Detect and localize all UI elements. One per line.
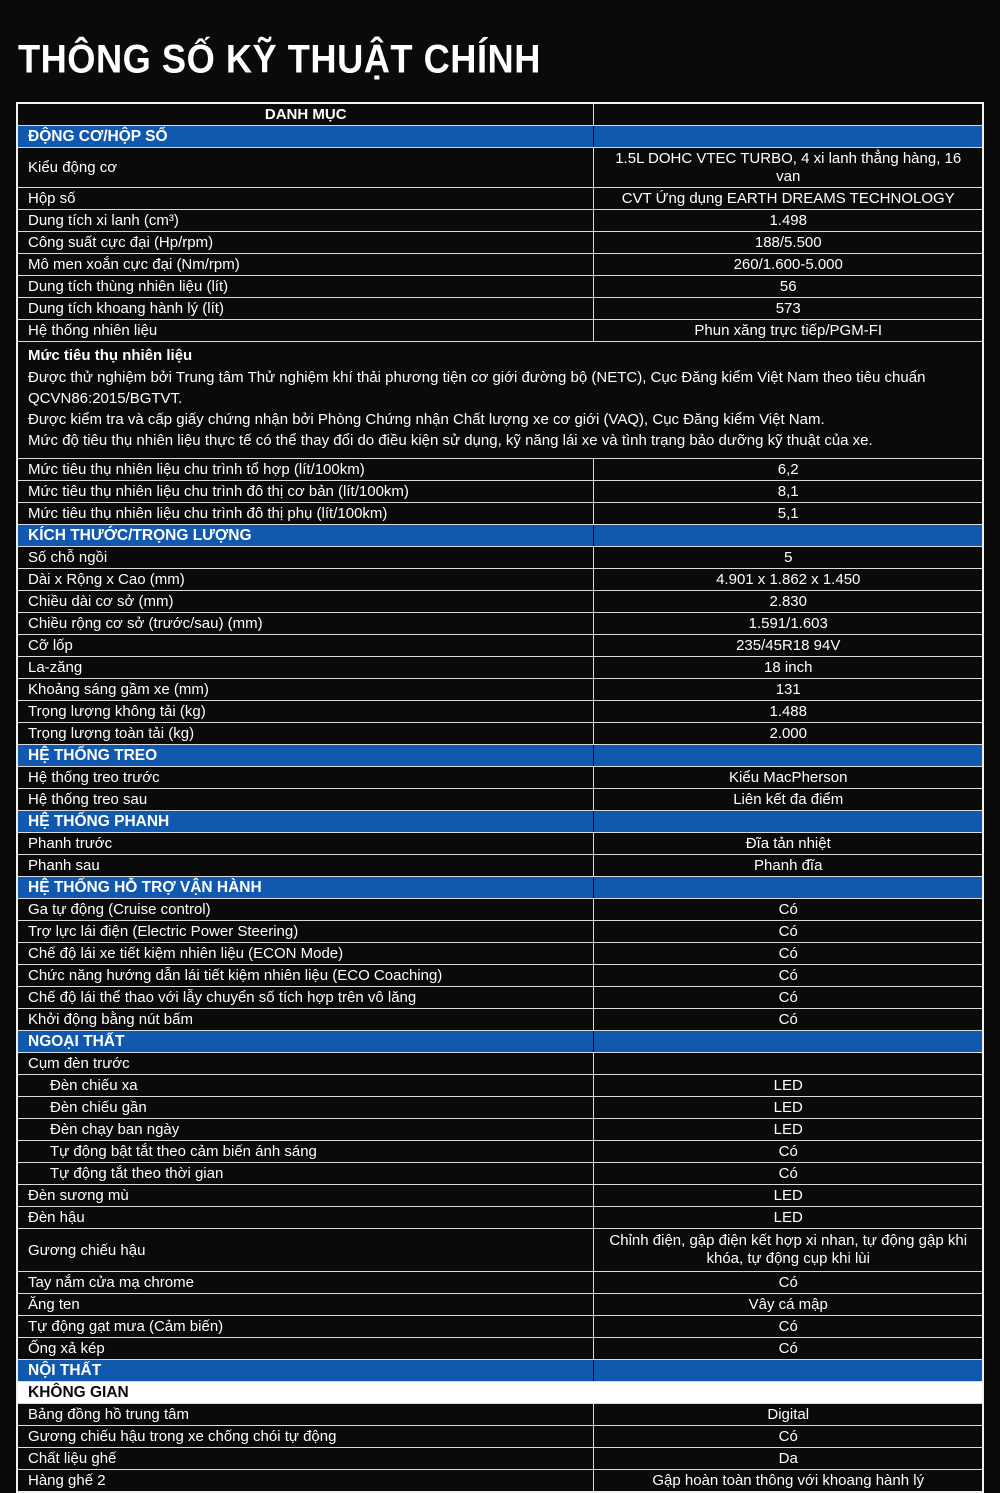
spec-row xyxy=(18,679,982,701)
spec-row xyxy=(18,701,982,723)
spec-label: Tự động tắt theo thời gian xyxy=(18,1163,594,1184)
spec-value: Có xyxy=(778,1340,798,1357)
spec-value: 8,1 xyxy=(777,483,799,500)
spec-label: Tự động bật tắt theo cảm biến ánh sáng xyxy=(18,1141,594,1162)
spec-label: Ống xả kép xyxy=(18,1338,594,1359)
spec-label: Chất liệu ghế xyxy=(18,1448,594,1469)
spec-row xyxy=(18,1163,982,1185)
spec-row xyxy=(18,148,982,188)
section-header-row xyxy=(18,1031,982,1053)
spec-value: CVT Ứng dụng EARTH DREAMS TECHNOLOGY xyxy=(621,190,955,207)
spec-value: Có xyxy=(778,1274,798,1291)
spec-row xyxy=(18,657,982,679)
spec-value: Có xyxy=(778,923,798,940)
spec-value: 2.830 xyxy=(769,593,807,610)
spec-label: Trọng lượng toàn tải (kg) xyxy=(18,723,594,744)
spec-row xyxy=(18,210,982,232)
spec-row xyxy=(18,298,982,320)
spec-row xyxy=(18,767,982,789)
spec-row xyxy=(18,569,982,591)
spec-label: Mức tiêu thụ nhiên liệu chu trình đô thị phụ (lít/100km) xyxy=(18,503,594,524)
note-line: QCVN86:2015/BGTVT. xyxy=(28,390,183,407)
spec-value: 131 xyxy=(775,681,801,698)
spec-label: Gương chiếu hậu trong xe chống chói tự động xyxy=(18,1426,594,1447)
spec-value: 188/5.500 xyxy=(754,234,822,251)
spec-label: Dài x Rộng x Cao (mm) xyxy=(18,569,594,590)
spec-row xyxy=(18,855,982,877)
spec-label: Dung tích xi lanh (cm³) xyxy=(18,210,594,231)
spec-row xyxy=(18,1404,982,1426)
spec-value xyxy=(594,1053,982,1074)
spec-row xyxy=(18,1229,982,1272)
spec-value: Có xyxy=(778,989,798,1006)
spec-value: 1.498 xyxy=(769,212,807,229)
section-header-row xyxy=(18,811,982,833)
spec-row xyxy=(18,1009,982,1031)
spec-label: Tự động gạt mưa (Cảm biến) xyxy=(18,1316,594,1337)
spec-label: La-zăng xyxy=(18,657,594,678)
spec-row xyxy=(18,1338,982,1360)
spec-value: Kiểu MacPherson xyxy=(729,769,848,786)
spec-value: 56 xyxy=(779,278,797,295)
spec-label: Đèn hậu xyxy=(18,1207,594,1228)
spec-value: Gập hoàn toàn thông với khoang hành lý xyxy=(652,1472,925,1489)
spec-label: Gương chiếu hậu xyxy=(18,1229,594,1271)
spec-label: Ăng ten xyxy=(18,1294,594,1315)
spec-label: Trọng lượng không tải (kg) xyxy=(18,701,594,722)
spec-row xyxy=(18,635,982,657)
section-header-label: NỘI THẤT xyxy=(18,1360,594,1381)
spec-value: Vây cá mập xyxy=(748,1296,828,1313)
spec-label: Đèn chạy ban ngày xyxy=(18,1119,594,1140)
spec-row xyxy=(18,943,982,965)
spec-label: Đèn chiếu gần xyxy=(18,1097,594,1118)
spec-value: 573 xyxy=(775,300,801,317)
spec-row xyxy=(18,613,982,635)
spec-label: Đèn sương mù xyxy=(18,1185,594,1206)
spec-label: Khoảng sáng gầm xe (mm) xyxy=(18,679,594,700)
spec-value: 1.5L DOHC VTEC TURBO, 4 xi lanh thẳng hàng, 16 van xyxy=(615,150,962,185)
spec-label: Bảng đồng hồ trung tâm xyxy=(18,1404,594,1425)
spec-value: LED xyxy=(773,1099,803,1116)
spec-row xyxy=(18,723,982,745)
section-header-row xyxy=(18,745,982,767)
spec-value: Da xyxy=(778,1450,798,1467)
spec-row xyxy=(18,547,982,569)
spec-label: Mô men xoắn cực đại (Nm/rpm) xyxy=(18,254,594,275)
spec-label: Cụm đèn trước xyxy=(18,1053,594,1074)
spec-label: Số chỗ ngồi xyxy=(18,547,594,568)
spec-row xyxy=(18,276,982,298)
spec-value: 18 inch xyxy=(764,659,813,676)
spec-row xyxy=(18,1272,982,1294)
page-title: THÔNG SỐ KỸ THUẬT CHÍNH xyxy=(17,36,541,82)
spec-row xyxy=(18,481,982,503)
section-header-value-cell xyxy=(594,745,982,766)
spec-label: Hệ thống treo trước xyxy=(18,767,594,788)
spec-row xyxy=(18,965,982,987)
spec-value: LED xyxy=(773,1077,803,1094)
spec-label: Cỡ lốp xyxy=(18,635,594,656)
spec-label: Trợ lực lái điện (Electric Power Steering) xyxy=(18,921,594,942)
spec-label: Chức năng hướng dẫn lái tiết kiệm nhiên liệu (ECO Coaching) xyxy=(18,965,594,986)
spec-row xyxy=(18,1053,982,1075)
spec-value: 2.000 xyxy=(769,725,807,742)
spec-label: Chiều dài cơ sở (mm) xyxy=(18,591,594,612)
section-header-row xyxy=(18,877,982,899)
column-header-value xyxy=(594,104,982,125)
spec-table xyxy=(16,102,984,1493)
spec-label: Dung tích khoang hành lý (lít) xyxy=(18,298,594,319)
spec-label: Phanh sau xyxy=(18,855,594,876)
spec-row xyxy=(18,591,982,613)
spec-row xyxy=(18,987,982,1009)
spec-label: Hệ thống nhiên liệu xyxy=(18,320,594,341)
spec-value: Digital xyxy=(767,1406,810,1423)
spec-value: Chỉnh điện, gập điện kết hợp xi nhan, tự động gập khi khóa, tự động cụp khi lùi xyxy=(609,1232,968,1267)
spec-row xyxy=(18,1207,982,1229)
spec-row xyxy=(18,503,982,525)
spec-label: Phanh trước xyxy=(18,833,594,854)
section-header-label: KÍCH THƯỚC/TRỌNG LƯỢNG xyxy=(18,525,594,546)
spec-value: 5,1 xyxy=(777,505,799,522)
column-header-category: DANH MỤC xyxy=(18,104,594,125)
spec-row xyxy=(18,1097,982,1119)
spec-row xyxy=(18,1316,982,1338)
spec-label: Chế độ lái xe tiết kiệm nhiên liệu (ECON Mode) xyxy=(18,943,594,964)
spec-value: Phanh đĩa xyxy=(754,857,823,874)
spec-value: 6,2 xyxy=(777,461,799,478)
spec-row xyxy=(18,1185,982,1207)
spec-row xyxy=(18,1119,982,1141)
spec-value: Có xyxy=(778,1318,798,1335)
spec-value: 4.901 x 1.862 x 1.450 xyxy=(716,571,861,588)
section-header-label: HỆ THỐNG PHANH xyxy=(18,811,594,832)
spec-value: 235/45R18 94V xyxy=(736,637,841,654)
spec-label: Công suất cực đại (Hp/rpm) xyxy=(18,232,594,253)
section-header-label: HỆ THỐNG TREO xyxy=(18,745,594,766)
spec-row xyxy=(18,789,982,811)
spec-label: Tay nắm cửa mạ chrome xyxy=(18,1272,594,1293)
spec-value: 5 xyxy=(784,549,793,566)
section-header-value-cell xyxy=(594,877,982,898)
spec-row xyxy=(18,459,982,481)
spec-value: Liên kết đa điểm xyxy=(733,791,844,808)
note-line: Được kiểm tra và cấp giấy chứng nhận bởi Phòng Chứng nhận Chất lượng xe cơ giới (VAQ), Cục Đăng kiểm Việt Nam. xyxy=(28,411,825,428)
spec-row xyxy=(18,254,982,276)
spec-row xyxy=(18,833,982,855)
spec-value: LED xyxy=(773,1209,803,1226)
section-header-label: NGOẠI THẤT xyxy=(18,1031,594,1052)
spec-value: 1.488 xyxy=(769,703,807,720)
subsection-header-label: KHÔNG GIAN xyxy=(28,1384,129,1401)
spec-value: Có xyxy=(778,1165,798,1182)
spec-value: LED xyxy=(773,1121,803,1138)
section-header-value-cell xyxy=(594,811,982,832)
spec-value: Có xyxy=(778,1428,798,1445)
spec-label: Mức tiêu thụ nhiên liệu chu trình đô thị cơ bản (lít/100km) xyxy=(18,481,594,502)
spec-label: Hàng ghế 2 xyxy=(18,1470,594,1491)
spec-row xyxy=(18,1426,982,1448)
section-header-value-cell xyxy=(594,1031,982,1052)
spec-row xyxy=(18,320,982,342)
spec-label: Hộp số xyxy=(18,188,594,209)
spec-row xyxy=(18,1294,982,1316)
note-line: Mức độ tiêu thụ nhiên liệu thực tế có thể thay đổi do điều kiện sử dụng, kỹ năng lái xe và tình trạng bảo dưỡng kỹ thuật của xe. xyxy=(28,432,873,449)
spec-label: Chế độ lái thể thao với lẫy chuyển số tích hợp trên vô lăng xyxy=(18,987,594,1008)
spec-value: Có xyxy=(778,945,798,962)
spec-row xyxy=(18,1141,982,1163)
fuel-consumption-note-row xyxy=(18,342,982,459)
spec-label: Mức tiêu thụ nhiên liệu chu trình tổ hợp (lít/100km) xyxy=(18,459,594,480)
spec-row xyxy=(18,232,982,254)
section-header-value-cell xyxy=(594,1360,982,1381)
spec-label: Đèn chiếu xa xyxy=(18,1075,594,1096)
spec-label: Hệ thống treo sau xyxy=(18,789,594,810)
subsection-header-row xyxy=(18,1382,982,1404)
section-header-row xyxy=(18,126,982,148)
spec-row xyxy=(18,1470,982,1491)
spec-value: Có xyxy=(778,1143,798,1160)
spec-label: Chiều rộng cơ sở (trước/sau) (mm) xyxy=(18,613,594,634)
section-header-value-cell xyxy=(594,525,982,546)
spec-value: 260/1.600-5.000 xyxy=(733,256,843,273)
section-header-row xyxy=(18,1360,982,1382)
spec-label: Khởi động bằng nút bấm xyxy=(18,1009,594,1030)
spec-row xyxy=(18,899,982,921)
spec-row xyxy=(18,921,982,943)
spec-value: 1.591/1.603 xyxy=(748,615,828,632)
section-header-label: ĐỘNG CƠ/HỘP SỐ xyxy=(18,126,594,147)
note-title: Mức tiêu thụ nhiên liệu xyxy=(28,347,193,364)
spec-label: Dung tích thùng nhiên liệu (lít) xyxy=(18,276,594,297)
note-line: Được thử nghiệm bởi Trung tâm Thử nghiệm khí thải phương tiện cơ giới đường bộ (NETC), Cục Đăng kiểm Việt Nam theo tiêu chuẩn xyxy=(28,369,926,386)
spec-value: Có xyxy=(778,901,798,918)
section-header-row xyxy=(18,525,982,547)
spec-label: Ga tự động (Cruise control) xyxy=(18,899,594,920)
spec-row xyxy=(18,1448,982,1470)
spec-label: Kiểu động cơ xyxy=(18,148,594,187)
spec-value: Phun xăng trực tiếp/PGM-FI xyxy=(694,322,883,339)
spec-value: Có xyxy=(778,1011,798,1028)
spec-value: LED xyxy=(773,1187,803,1204)
spec-value: Có xyxy=(778,967,798,984)
spec-value: Đĩa tản nhiệt xyxy=(745,835,831,852)
column-header-row xyxy=(18,104,982,126)
spec-row xyxy=(18,1075,982,1097)
spec-row xyxy=(18,188,982,210)
section-header-label: HỆ THỐNG HỖ TRỢ VẬN HÀNH xyxy=(18,877,594,898)
section-header-value-cell xyxy=(594,126,982,147)
